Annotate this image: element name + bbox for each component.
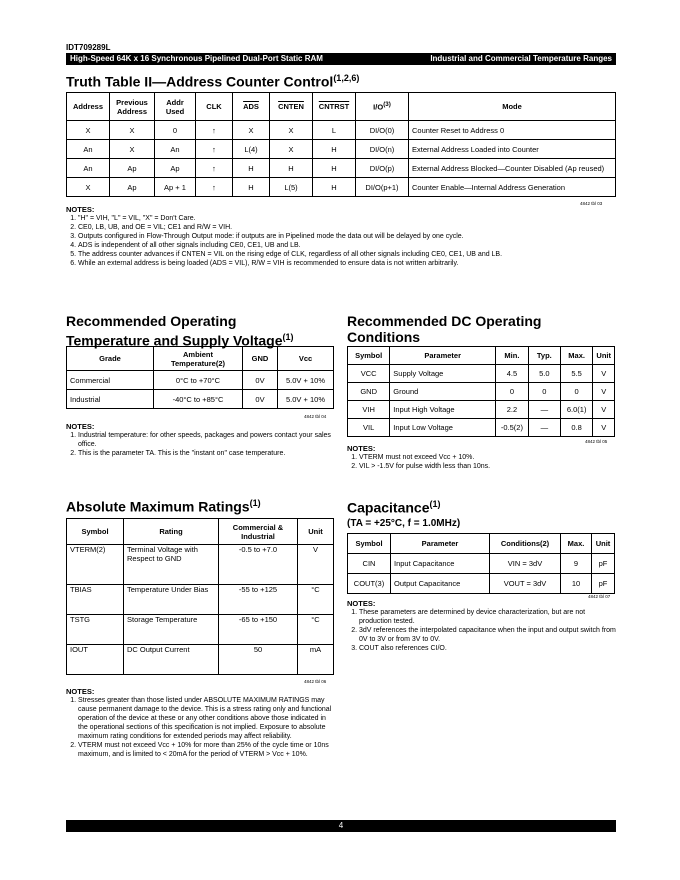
truth-table-notes: NOTES: 1. "H" = VIH, "L" = VIL, "X" = Don't Care. 2. CE0, LB, UB, and OE = VIL; CE1 and R/W = VIH. 3. Outputs configured in Flow-Through Output mode: if outputs are in Pipelined mode the data out will be delayed by one cycle. 4. ADS is independent of all other signals including CE0, CE1, UB and LB. 5. The address counter advances if CNTEN = VIL on the rising edge of CLK, regardless of all other signals including CE0, CE1, UB and LB. 6. While an external address is being loaded (ADS = VIL), R/W = VIH is recommended to ensure data is not written arbitrarily. — [66, 205, 616, 268]
table-row: VIH Input High Voltage 2.2 — 6.0(1) V — [348, 401, 615, 419]
table-header-row: Symbol Rating Commercial & Industrial Unit — [67, 519, 334, 545]
rec-dc-table — [347, 346, 615, 437]
table-tag: 4842 tbl 07 — [588, 594, 611, 599]
table-row: TSTG Storage Temperature -65 to +150 °C — [67, 615, 334, 645]
table-row: VCC Supply Voltage 4.5 5.0 5.5 V — [348, 365, 615, 383]
table-header-row: Address Previous Address Addr Used CLK $\overline{ADS}$ CNTEN CNTRST $I/O^{(3)}$ Mode — [67, 93, 616, 121]
part-number: IDT709289L — [66, 43, 111, 52]
table-row: TBIAS Temperature Under Bias -55 to +125 °C — [67, 585, 334, 615]
table-header-row: Symbol Parameter Min. Typ. Max. Unit — [348, 347, 615, 365]
table-row: IOUT DC Output Current 50 mA — [67, 645, 334, 675]
capacitance-notes: NOTES: 1. These parameters are determined by device characterization, but are not production tested. 2. 3dV references the interpolated capacitance when the input and output switch from 0V to 3V or from 3V to 0V. 3. COUT also references CI/O. — [347, 599, 617, 653]
table-tag: 4842 tbl 06 — [304, 679, 327, 684]
table-tag: 4842 tbl 04 — [304, 414, 327, 419]
abs-max-notes: NOTES: 1. Stresses greater than those listed under ABSOLUTE MAXIMUM RATINGS may cause permanent damage to the device. This is a stress rating only and functional operation of the device at these or any other conditions above those indicated in the operational sections of this specification is not implied. Exposure to absolute maximum rating conditions for extended periods may affect reliability. 2. VTERM must not exceed Vcc + 10% for more than 25% of the cycle time or 10ns maximum, and is limited to < 20mA for the period of VTERM > Vcc + 10%. — [66, 687, 336, 759]
table-row: An X An ↑ L(4) X H DI/O(n) External Address Loaded into Counter — [67, 140, 616, 159]
rec-dc-notes: NOTES: 1. VTERM must not exceed Vcc + 10%. 2. VIL > -1.5V for pulse width less than 10ns. — [347, 444, 617, 471]
page-number: 4 — [338, 821, 344, 830]
capacitance-subtitle: (TA = +25°C, f = 1.0MHz) — [347, 518, 461, 529]
abs-max-title: Absolute Maximum Ratings$^{(1)}$ — [66, 498, 261, 515]
abs-max-table — [66, 518, 334, 675]
table-row: VIL Input Low Voltage -0.5(2) — 0.8 V — [348, 419, 615, 437]
rec-temp-title: Recommended Operating Temperature and Supply Voltage$^{(1)}$ — [66, 313, 294, 349]
table-tag: 4842 tbl 05 — [585, 439, 608, 444]
temperature-range: Industrial and Commercial Temperature Ranges — [430, 54, 612, 63]
table-header-row: Grade Ambient Temperature(2) GND Vcc — [67, 347, 334, 371]
capacitance-title: Capacitance$^{(1)}$ — [347, 499, 441, 516]
table-row: X X 0 ↑ X X L DI/O(0) Counter Reset to Address 0 — [67, 121, 616, 140]
table-row: VTERM(2) Terminal Voltage with Respect to GND -0.5 to +7.0 V — [67, 545, 334, 585]
table-row: GND Ground 0 0 0 V — [348, 383, 615, 401]
device-description: High-Speed 64K x 16 Synchronous Pipelined Dual-Port Static RAM — [70, 54, 323, 63]
table-row: X Ap Ap + 1 ↑ H L(5) H DI/O(p+1) Counter Enable—Internal Address Generation — [67, 178, 616, 197]
table-row: An Ap Ap ↑ H H H DI/O(p) External Address Blocked—Counter Disabled (Ap reused) — [67, 159, 616, 178]
table-row: COUT(3) Output Capacitance VOUT = 3dV 10 pF — [348, 574, 615, 594]
table-tag: 4842 tbl 03 — [580, 201, 603, 206]
table-row: CIN Input Capacitance VIN = 3dV 9 pF — [348, 554, 615, 574]
rec-temp-notes: NOTES: 1. Industrial temperature: for other speeds, packages and powers contact your sales office. 2. This is the parameter TA. This is the "instant on" case temperature. — [66, 422, 336, 458]
rec-temp-table — [66, 346, 334, 409]
page-header — [66, 43, 616, 65]
capacitance-table — [347, 533, 615, 594]
rec-dc-title: Recommended DC Operating Conditions — [347, 313, 542, 345]
truth-table-title: Truth Table II—Address Counter Control$^{(1,2,6)}$ — [66, 73, 360, 90]
page-footer — [66, 820, 616, 832]
table-row: Commercial 0°C to +70°C 0V 5.0V + 10% — [67, 371, 334, 390]
table-header-row: Symbol Parameter Conditions(2) Max. Unit — [348, 534, 615, 554]
header-bar — [66, 53, 616, 65]
truth-table — [66, 92, 616, 197]
table-row: Industrial -40°C to +85°C 0V 5.0V + 10% — [67, 390, 334, 409]
